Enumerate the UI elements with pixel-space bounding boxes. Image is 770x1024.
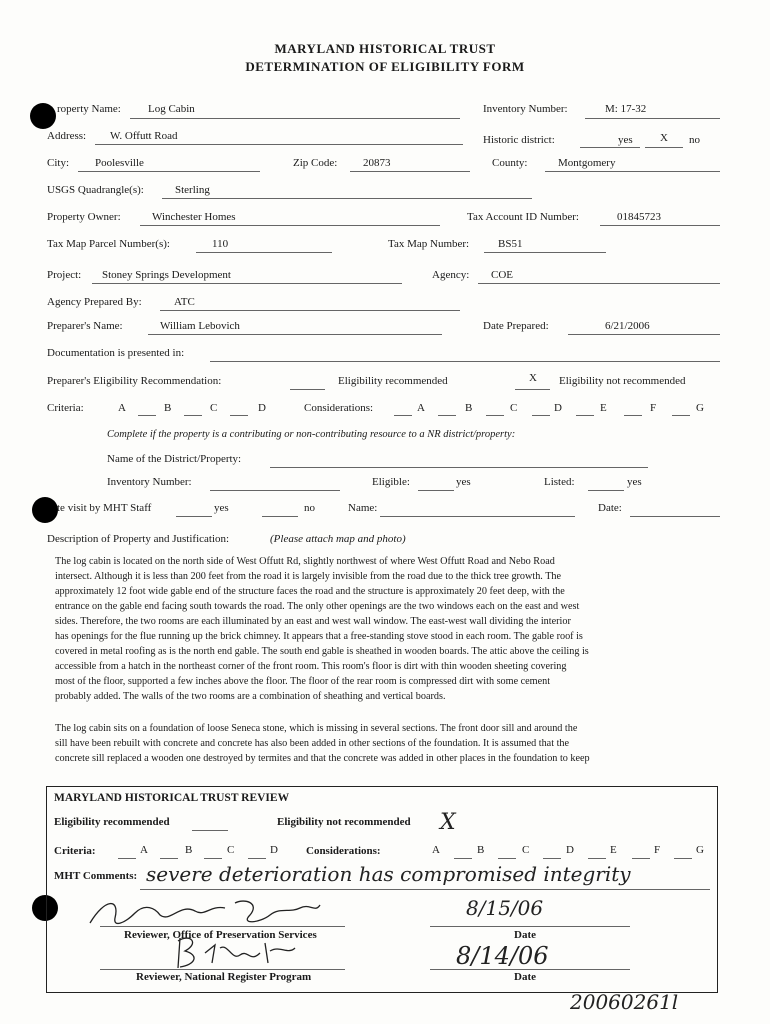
desc-line: intersect. Although it is less than 200 feet from the road it is largely invisible from the road due to the thick tree growth. The: [55, 571, 562, 582]
historic-x-mark: X: [660, 132, 668, 144]
tax-account-label: Tax Account ID Number:: [467, 211, 579, 223]
punch-hole-top: [30, 103, 56, 129]
cons-c-line: [486, 415, 504, 416]
city-line: [78, 171, 260, 172]
reviewer1-line: [100, 926, 345, 927]
cons-f-line: [624, 415, 642, 416]
rev-cons-g: G: [696, 844, 704, 856]
desc-line: The log cabin sits on a foundation of loose Seneca stone, which is missing in several sections. The front door sill and around the: [55, 723, 578, 734]
rev-cons-b: B: [477, 844, 485, 856]
rev-cons-c-line: [543, 858, 561, 859]
cons-g: G: [696, 402, 704, 414]
rev-crit-c: C: [227, 844, 235, 856]
property-name-value: Log Cabin: [148, 103, 195, 115]
inventory-number-value: M: 17-32: [605, 103, 647, 115]
project-label: Project:: [47, 269, 82, 281]
date-prepared-label: Date Prepared:: [483, 320, 549, 332]
form-title-line1: MARYLAND HISTORICAL TRUST: [274, 41, 496, 56]
reviewer1-date-line: [430, 926, 630, 927]
desc-line: sides. Therefore, the two rooms are each illuminated by an east and west wall window. The east-west wall dividing the interior: [55, 616, 571, 627]
cons-c: C: [510, 402, 518, 414]
historic-yes: yes: [618, 134, 633, 146]
desc-line: most of the floor, supported a few inches above the floor. The floor of the rear room is compressed dirt with some cement: [55, 676, 551, 687]
documentation-label: Documentation is presented in:: [47, 347, 185, 359]
project-value: Stoney Springs Development: [102, 269, 231, 281]
site-visit-no-line: [262, 516, 298, 517]
rev-cons-b-line: [498, 858, 516, 859]
agency-line: [478, 283, 720, 284]
rev-cons-f: F: [654, 844, 661, 856]
listed-yes: yes: [627, 476, 642, 488]
parcel-label: Tax Map Parcel Number(s):: [47, 238, 170, 250]
reviewer2-date-label: Date: [514, 971, 536, 983]
property-name-line: [130, 118, 460, 119]
desc-line: entrance on the gable end facing south towards the road. The only other openings are the two windows each on the east and west: [55, 601, 580, 612]
rev-cons-d-line: [588, 858, 606, 859]
zip-value: 20873: [363, 157, 391, 169]
agency-value: COE: [491, 269, 513, 281]
rev-cons-e-line: [632, 858, 650, 859]
cons-e: E: [600, 402, 607, 414]
cons-d-line: [532, 415, 550, 416]
elig-not-recommended-x-mark: X: [529, 372, 537, 384]
site-visit-name-label: Name:: [348, 502, 378, 514]
punch-hole-middle: [32, 497, 58, 523]
historic-no: no: [689, 134, 700, 146]
reviewer2-line: [100, 969, 345, 970]
cons-g-line: [672, 415, 690, 416]
cons-e-line: [576, 415, 594, 416]
listed-label: Listed:: [544, 476, 575, 488]
agency-prepared-value: ATC: [174, 296, 195, 308]
date-prepared-line: [568, 334, 720, 335]
review-criteria-label: Criteria:: [54, 845, 96, 857]
historic-yes-line: [580, 147, 640, 148]
cons-b-line: [438, 415, 456, 416]
desc-line: The log cabin is located on the north side of West Offutt Rd, slightly northwest of where West Offutt Road and Nebo Road: [55, 556, 555, 567]
description-paragraph-1: [55, 554, 715, 704]
review-title: MARYLAND HISTORICAL TRUST REVIEW: [54, 792, 290, 804]
agency-prepared-line: [160, 310, 460, 311]
site-visit-yes: yes: [214, 502, 229, 514]
inventory-number2-line: [210, 490, 340, 491]
reviewer2-label: Reviewer, National Register Program: [136, 971, 312, 983]
criteria-d: D: [258, 402, 266, 414]
parcel-line: [196, 252, 332, 253]
site-visit-label: te visit by MHT Staff: [57, 502, 152, 514]
rev-crit-d-line: [248, 858, 266, 859]
rev-cons-f-line: [674, 858, 692, 859]
tax-account-line: [600, 225, 720, 226]
complete-note: Complete if the property is a contributing or non-contributing resource to a NR district/property:: [107, 429, 516, 440]
reviewer1-label: Reviewer, Office of Preservation Services: [124, 929, 317, 941]
tax-map-line: [484, 252, 606, 253]
document-number-stamp: 20060261l: [570, 990, 679, 1014]
rev-crit-b: B: [185, 844, 193, 856]
mht-comments-line: [140, 889, 710, 890]
owner-value: Winchester Homes: [152, 211, 236, 223]
reviewer2-date-line: [430, 969, 630, 970]
owner-line: [140, 225, 440, 226]
rev-cons-e: E: [610, 844, 617, 856]
elig-recommended-line: [290, 389, 325, 390]
inventory-number2-label: Inventory Number:: [107, 476, 192, 488]
site-visit-no: no: [304, 502, 315, 514]
tax-account-value: 01845723: [617, 211, 661, 223]
review-elig-not-recommended-label: Eligibility not recommended: [277, 816, 411, 828]
cons-d: D: [554, 402, 562, 414]
county-label: County:: [492, 157, 528, 169]
desc-line: sill have been rebuilt with concrete and concrete has also been added in other sections of the foundation. It is assumed that the: [55, 738, 570, 749]
description-label: Description of Property and Justification:: [47, 533, 230, 545]
review-considerations-label: Considerations:: [306, 845, 381, 857]
elig-recommended-label: Eligibility recommended: [338, 375, 448, 387]
parcel-value: 110: [212, 238, 229, 250]
rev-crit-b-line: [160, 858, 178, 859]
criteria-b-line: [184, 415, 202, 416]
property-name-label: roperty Name:: [57, 103, 121, 115]
inventory-number-label: Inventory Number:: [483, 103, 568, 115]
site-visit-yes-line: [176, 516, 212, 517]
preparer-label: Preparer's Name:: [47, 320, 123, 332]
preparer-line: [148, 334, 442, 335]
review-elig-recommended-label: Eligibility recommended: [54, 816, 170, 828]
desc-line: accessible from a hatch in the northeast corner of the front room. This room's floor is dirt with thin wooden sheeting covering: [55, 661, 567, 672]
usgs-line: [162, 198, 532, 199]
usgs-label: USGS Quadrangle(s):: [47, 184, 144, 196]
cons-a-line: [394, 415, 412, 416]
reviewer2-signature: [170, 933, 300, 973]
historic-no-line: [645, 147, 683, 148]
zip-line: [350, 171, 470, 172]
criteria-a: A: [118, 402, 126, 414]
preparer-value: William Lebovich: [160, 320, 240, 332]
rev-cons-d: D: [566, 844, 574, 856]
address-value: W. Offutt Road: [110, 130, 178, 142]
criteria-label: Criteria:: [47, 402, 84, 414]
rev-crit-a-line: [118, 858, 136, 859]
elig-not-recommended-label: Eligibility not recommended: [559, 375, 686, 387]
county-line: [545, 171, 720, 172]
criteria-c-line: [230, 415, 248, 416]
site-visit-date-line: [630, 516, 720, 517]
inventory-number-line: [585, 118, 720, 119]
tax-map-value: BS51: [498, 238, 523, 250]
recommendation-label: Preparer's Eligibility Recommendation:: [47, 375, 222, 387]
reviewer1-signature: [85, 893, 325, 933]
city-value: Poolesville: [95, 157, 144, 169]
cons-b: B: [465, 402, 473, 414]
mht-comments-handwritten: severe deterioration has compromised integrity: [146, 862, 631, 886]
county-value: Montgomery: [558, 157, 616, 169]
site-visit-date-label: Date:: [598, 502, 622, 514]
form-title-line2: DETERMINATION OF ELIGIBILITY FORM: [245, 59, 525, 74]
agency-label: Agency:: [432, 269, 470, 281]
rev-crit-a: A: [140, 844, 148, 856]
reviewer2-date: 8/14/06: [456, 942, 549, 970]
description-note: (Please attach map and photo): [270, 533, 406, 545]
usgs-value: Sterling: [175, 184, 210, 196]
project-line: [92, 283, 402, 284]
rev-crit-d: D: [270, 844, 278, 856]
listed-yes-line: [588, 490, 624, 491]
review-x-mark: X: [440, 810, 456, 835]
desc-line: concrete sill replaced a wooden one destroyed by termites and that the concrete was added in other places in the foundation to keep: [55, 753, 590, 764]
cons-f: F: [650, 402, 657, 414]
rev-cons-a: A: [432, 844, 440, 856]
eligible-label: Eligible:: [372, 476, 410, 488]
reviewer1-date-label: Date: [514, 929, 536, 941]
district-name-line: [270, 467, 648, 468]
criteria-b: B: [164, 402, 172, 414]
site-visit-name-line: [380, 516, 575, 517]
desc-line: covered in metal roofing as is the north end gable. The south end gable is sheathed in wooden boards. The attic above the ceiling is: [55, 646, 589, 657]
tax-map-label: Tax Map Number:: [388, 238, 470, 250]
elig-not-recommended-line: [515, 389, 550, 390]
review-elig-recommended-line: [192, 830, 228, 831]
desc-line: has openings for the flue running up the brick chimney. It appears that a free-standing stove stood in each room. The gable roof is: [55, 631, 583, 642]
description-paragraph-2: [55, 721, 715, 766]
district-name-label: Name of the District/Property:: [107, 453, 242, 465]
desc-line: probably added. The walls of the two rooms are a combination of sheathing and vertical boards.: [55, 691, 446, 702]
owner-label: Property Owner:: [47, 211, 121, 223]
rev-crit-c-line: [204, 858, 222, 859]
rev-cons-a-line: [454, 858, 472, 859]
zip-label: Zip Code:: [293, 157, 338, 169]
agency-prepared-label: Agency Prepared By:: [47, 296, 142, 308]
documentation-line: [210, 361, 720, 362]
historic-district-label: Historic district:: [483, 134, 555, 146]
considerations-label: Considerations:: [304, 402, 374, 414]
rev-cons-c: C: [522, 844, 530, 856]
address-line: [95, 144, 463, 145]
address-label: Address:: [47, 130, 87, 142]
reviewer1-date: 8/15/06: [466, 896, 544, 920]
eligible-yes-line: [418, 490, 454, 491]
criteria-c: C: [210, 402, 218, 414]
cons-a: A: [417, 402, 425, 414]
date-prepared-value: 6/21/2006: [605, 320, 650, 332]
eligible-yes: yes: [456, 476, 471, 488]
criteria-a-line: [138, 415, 156, 416]
desc-line: approximately 12 foot wide gable end of the structure faces the road and the structure is approximately 20 feet deep, with the: [55, 586, 565, 597]
city-label: City:: [47, 157, 70, 169]
mht-comments-label: MHT Comments:: [54, 870, 138, 882]
